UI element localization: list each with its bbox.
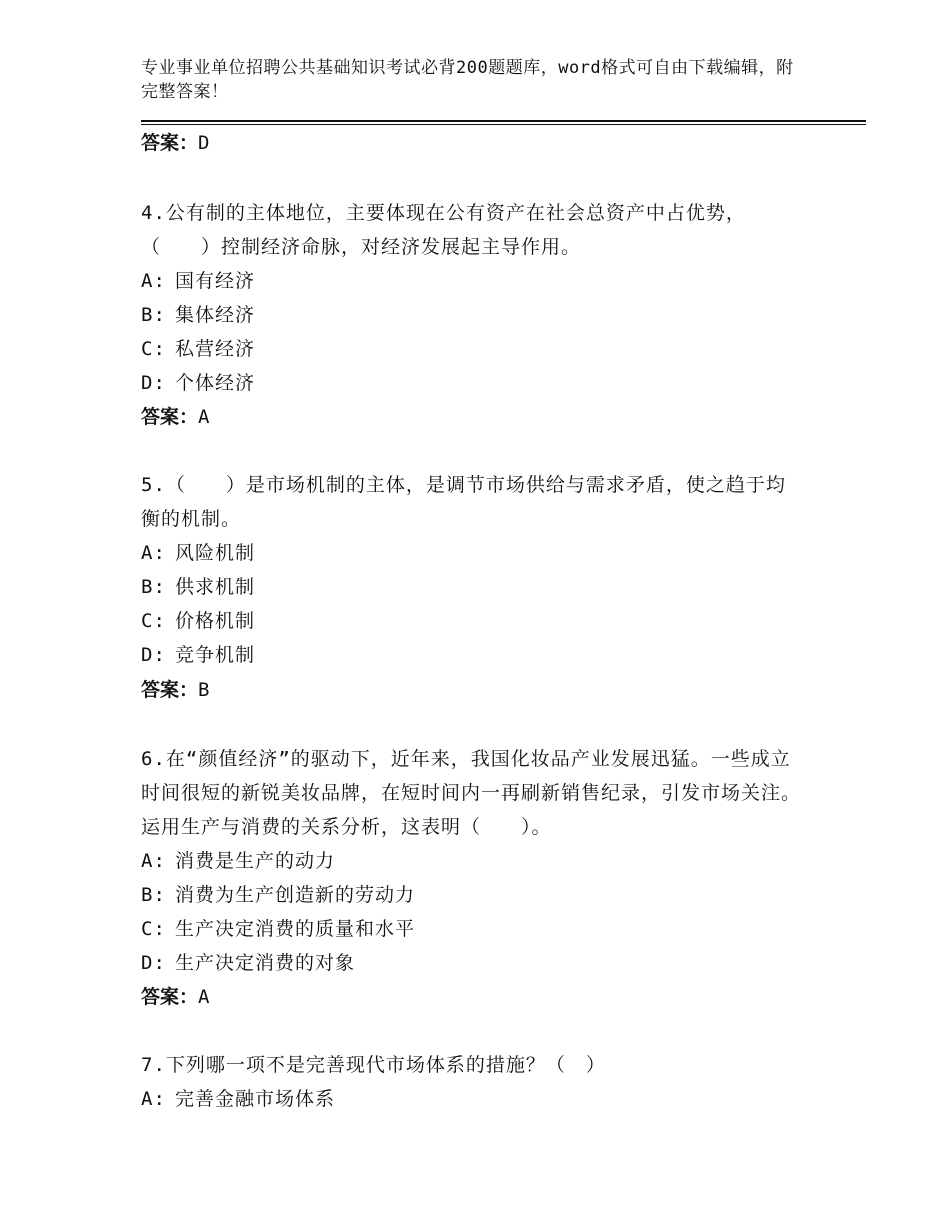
option-text: 生产决定消费的对象: [175, 952, 356, 974]
option-text: 竞争机制: [175, 644, 256, 666]
answer-value: A: [198, 986, 210, 1008]
option-c: [141, 604, 801, 638]
answer-label: 答案：: [141, 406, 199, 428]
option-a: [141, 844, 801, 878]
option-letter: B:: [141, 304, 166, 326]
question-stem: 6.在“颜值经济”的驱动下，近年来，我国化妆品产业发展迅猛。一些成立时间很短的新锐美妆品牌，在短时间内一再刷新销售纪录，引发市场关注。运用生产与消费的关系分析，这表明（ ）。: [141, 748, 802, 838]
option-a: [141, 1082, 801, 1116]
answer-value: B: [198, 679, 210, 701]
answer-line-q6: [141, 984, 209, 1010]
answer-line-q4: [141, 404, 209, 430]
option-letter: A:: [141, 542, 166, 564]
option-letter: A:: [141, 270, 166, 292]
answer-value: A: [198, 406, 210, 428]
option-b: [141, 298, 801, 332]
option-text: 消费为生产创造新的劳动力: [175, 884, 416, 906]
question-stem: 5.（ ）是市场机制的主体，是调节市场供给与需求矛盾，使之趋于均衡的机制。: [141, 474, 786, 530]
option-letter: B:: [141, 576, 166, 598]
option-a: [141, 536, 801, 570]
answer-label: 答案：: [141, 986, 199, 1008]
option-text: 供求机制: [175, 576, 256, 598]
answer-label: 答案：: [141, 132, 199, 154]
option-d: [141, 946, 801, 980]
header-divider-thin: [141, 124, 866, 125]
page-header: 专业事业单位招聘公共基础知识考试必背200题题库，word格式可自由下载编辑，附完整答案！: [141, 58, 794, 102]
option-text: 集体经济: [175, 304, 256, 326]
question-5: [141, 468, 801, 672]
option-letter: C:: [141, 338, 166, 360]
option-letter: D:: [141, 644, 166, 666]
option-c: [141, 332, 801, 366]
option-text: 国有经济: [175, 270, 256, 292]
answer-line-q3: [141, 130, 209, 156]
option-b: [141, 878, 801, 912]
question-stem: 7.下列哪一项不是完善现代市场体系的措施？（ ）: [141, 1054, 606, 1076]
option-text: 完善金融市场体系: [175, 1088, 336, 1110]
option-letter: D:: [141, 952, 166, 974]
option-a: [141, 264, 801, 298]
question-7: [141, 1048, 801, 1116]
option-letter: C:: [141, 918, 166, 940]
option-c: [141, 912, 801, 946]
answer-line-q5: [141, 677, 209, 703]
header-divider: [141, 120, 866, 122]
option-d: [141, 366, 801, 400]
option-letter: C:: [141, 610, 166, 632]
question-stem: 4.公有制的主体地位，主要体现在公有资产在社会总资产中占优势，（ ）控制经济命脉，对经济发展起主导作用。: [141, 202, 746, 258]
option-text: 个体经济: [175, 372, 256, 394]
option-text: 风险机制: [175, 542, 256, 564]
option-letter: B:: [141, 884, 166, 906]
option-d: [141, 638, 801, 672]
option-text: 价格机制: [175, 610, 256, 632]
option-b: [141, 570, 801, 604]
option-letter: A:: [141, 850, 166, 872]
question-6: [141, 742, 801, 980]
option-text: 私营经济: [175, 338, 256, 360]
option-letter: A:: [141, 1088, 166, 1110]
question-4: [141, 196, 801, 400]
option-text: 生产决定消费的质量和水平: [175, 918, 416, 940]
option-text: 消费是生产的动力: [175, 850, 336, 872]
answer-value: D: [198, 132, 210, 154]
option-letter: D:: [141, 372, 166, 394]
answer-label: 答案：: [141, 679, 199, 701]
